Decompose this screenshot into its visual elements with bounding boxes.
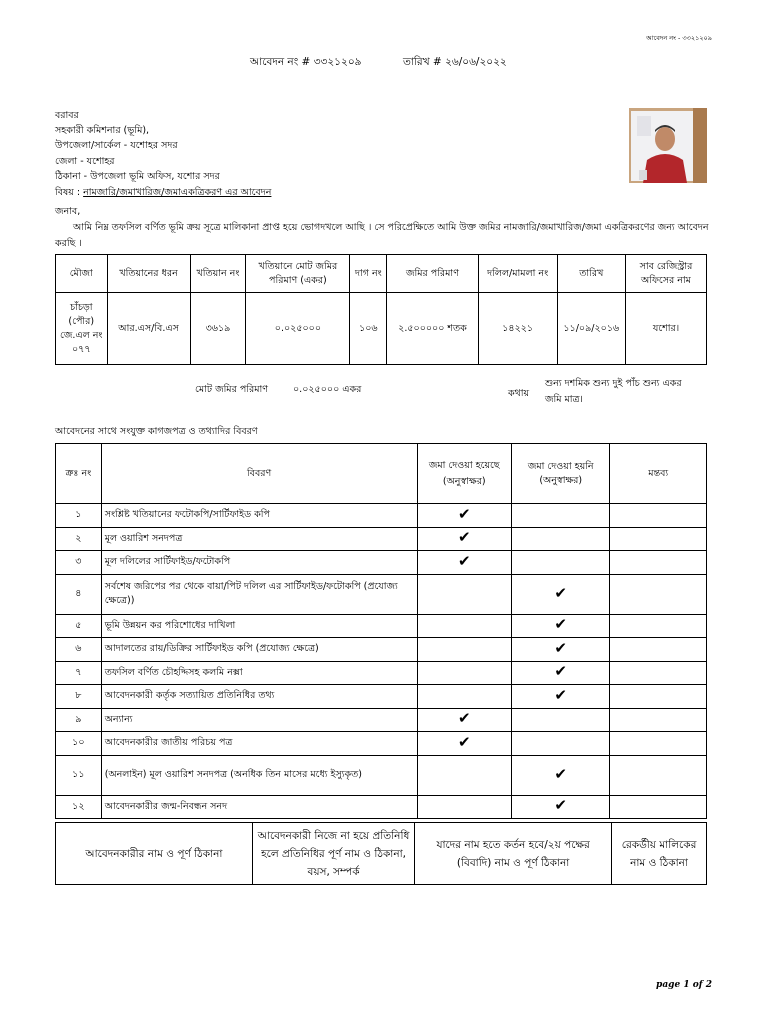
total-land-value: ০.০২৫০০০ একর	[293, 384, 362, 395]
address-line: সহকারী কমিশনার (ভূমি),	[55, 125, 150, 137]
col-header: জমির পরিমাণ	[387, 255, 478, 293]
table-row	[56, 708, 707, 732]
address-line: ঠিকানা - উপজেলা ভূমি অফিস, যশোর সদর	[55, 170, 220, 182]
table-row	[56, 685, 707, 709]
address-line: জেলা - যশোহর	[55, 155, 115, 167]
description-cell: সর্বশেষ জরিপের পর থেকে বায়া/পিট দলিল এর সার্টিফাইড/ফটোকপি (প্রযোজ্য ক্ষেত্রে))	[101, 574, 417, 614]
recipient-address	[55, 108, 220, 184]
application-date: তারিখ # ২৬/০৬/২০২২	[403, 56, 507, 68]
total-land-cell: ০.০২৫০০০	[246, 293, 350, 365]
table-row	[56, 661, 707, 685]
serial-cell: ১২	[56, 795, 102, 819]
submitted-cell	[417, 661, 511, 685]
remarks-cell	[610, 614, 707, 638]
not-submitted-cell	[511, 638, 610, 662]
corner-reference: আবেদন নং - ৩৩২১২০৯	[646, 34, 712, 42]
description-cell: আবেদনকারী কর্তৃক সত্যায়িত প্রতিনিধির তথ্য	[101, 685, 417, 709]
checkmark-icon: ✔	[554, 615, 567, 634]
table-row	[56, 638, 707, 662]
address-to: বরাবর	[55, 110, 79, 121]
not-submitted-cell	[511, 685, 610, 709]
col-header: খতিয়ান নং	[190, 255, 246, 293]
khatian-type-cell: আর.এস/বি.এস	[107, 293, 190, 365]
col-header: জমা দেওয়া হয়েছে (অনুস্বাক্ষর)	[417, 444, 511, 504]
serial-cell: ১	[56, 504, 102, 528]
table-row	[56, 755, 707, 795]
recorded-owner-details: রেকর্ডীয় মালিকের নাম ও ঠিকানা	[612, 823, 707, 885]
representative-details: আবেদনকারী নিজে না হয়ে প্রতিনিধি হলে প্রতিনিধির পূর্ণ নাম ও ঠিকানা, বয়স, সম্পর্ক	[252, 823, 414, 885]
checkmark-icon: ✔	[457, 504, 471, 523]
remarks-cell	[610, 551, 707, 575]
table-row	[56, 795, 707, 819]
col-header: বিবরণ	[101, 444, 417, 504]
table-row	[56, 732, 707, 756]
col-header: খতিয়ানে মোট জমির পরিমাণ (একর)	[246, 255, 350, 293]
col-header: সাব রেজিস্ট্রার অফিসের নাম	[625, 255, 706, 293]
submitted-cell	[417, 732, 511, 756]
subject-line	[55, 186, 271, 201]
in-words-label: কথায়	[508, 388, 530, 399]
deed-date-cell: ১১/০৯/২০১৬	[557, 293, 625, 365]
serial-cell: ১১	[56, 755, 102, 795]
remarks-cell	[610, 574, 707, 614]
party-details-table	[55, 822, 707, 885]
col-header: দলিল/মামলা নং	[478, 255, 557, 293]
serial-cell: ৫	[56, 614, 102, 638]
not-submitted-cell	[511, 755, 610, 795]
mouza-cell: চাঁচড়া (পৌর) জে.এল নং ০৭৭	[56, 293, 108, 365]
table-row	[56, 504, 707, 528]
col-header: মৌজা	[56, 255, 108, 293]
description-cell: আবেদনকারীর জাতীয় পরিচয় পত্র	[101, 732, 417, 756]
table-row	[56, 527, 707, 551]
remarks-cell	[610, 795, 707, 819]
description-cell: মূল দলিলের সার্টিফাইড/ফটোকপি	[101, 551, 417, 575]
not-submitted-cell	[511, 614, 610, 638]
description-cell: মূল ওয়ারিশ সনদপত্র	[101, 527, 417, 551]
remarks-cell	[610, 638, 707, 662]
col-header: দাগ নং	[350, 255, 387, 293]
checkmark-icon: ✔	[554, 662, 567, 681]
subject-text: নামজারি/জমাখারিজ/জমাএকত্রিকরণ এর আবেদন	[83, 187, 272, 198]
description-cell: ভূমি উন্নয়ন কর পরিশোধের দাখিলা	[101, 614, 417, 638]
description-cell: আদালতের রায়/ডিক্রির সার্টিফাইড কপি (প্রযোজ্য ক্ষেত্রে)	[101, 638, 417, 662]
table-row	[56, 574, 707, 614]
table-row	[56, 551, 707, 575]
land-amount-cell: ২.৫০০০০০ শতক	[387, 293, 478, 365]
description-cell: (অনলাইন) মূল ওয়ারিশ সনদপত্র (অনধিক তিন মাসের মধ্যে ইস্যুকৃত)	[101, 755, 417, 795]
submitted-cell	[417, 638, 511, 662]
remarks-cell	[610, 732, 707, 756]
submitted-cell	[417, 574, 511, 614]
checkmark-icon: ✔	[554, 583, 567, 602]
submitted-cell	[417, 795, 511, 819]
description-cell: তফসিল বর্ণিত চৌহদ্দিসহ কলমি নক্সা	[101, 661, 417, 685]
remarks-cell	[610, 708, 707, 732]
opposite-party-details: যাদের নাম হতে কর্তন হবে/২য় পক্ষের (বিবাদি) নাম ও পূর্ণ ঠিকানা	[415, 823, 612, 885]
deed-no-cell: ১৪২২১	[478, 293, 557, 365]
submitted-cell	[417, 614, 511, 638]
submitted-cell	[417, 685, 511, 709]
remarks-cell	[610, 685, 707, 709]
description-cell: অন্যান্য	[101, 708, 417, 732]
attached-docs-table	[55, 443, 707, 819]
salutation: জনাব,	[55, 206, 81, 217]
col-header: ক্রঃ নং	[56, 444, 102, 504]
not-submitted-cell	[511, 504, 610, 528]
total-land-label: মোট জমির পরিমাণ	[195, 384, 268, 395]
submitted-cell	[417, 708, 511, 732]
serial-cell: ৭	[56, 661, 102, 685]
table-row	[56, 614, 707, 638]
checkmark-icon: ✔	[457, 732, 471, 751]
not-submitted-cell	[511, 795, 610, 819]
sub-registrar-cell: যশোর।	[625, 293, 706, 365]
col-header: খতিয়ানের ধরন	[107, 255, 190, 293]
page-indicator: page 1 of 2	[656, 980, 712, 990]
land-schedule-table	[55, 254, 707, 365]
description-cell: আবেদনকারীর জন্ম-নিবন্ধন সনদ	[101, 795, 417, 819]
subject-label: বিষয় :	[55, 187, 84, 198]
serial-cell: ১০	[56, 732, 102, 756]
not-submitted-cell	[511, 527, 610, 551]
serial-cell: ৪	[56, 574, 102, 614]
body-paragraph: আমি নিম্ন তফসিল বর্ণিত ভূমি ক্রয় সূত্রে মালিকানা প্রাপ্ত হয়ে ভোগদখলে আছি । সে পরিপ্রেক্ষিতে আমি উক্ত জমির নামজারি/জমাখারিজ/জমা একত্রিকরণের জন্য আবেদন করছি ।	[55, 222, 709, 249]
serial-cell: ৮	[56, 685, 102, 709]
col-header: জমা দেওয়া হয়নি (অনুস্বাক্ষর)	[511, 444, 610, 504]
serial-cell: ২	[56, 527, 102, 551]
not-submitted-cell	[511, 551, 610, 575]
remarks-cell	[610, 527, 707, 551]
serial-cell: ৬	[56, 638, 102, 662]
remarks-cell	[610, 755, 707, 795]
applicant-name-address: আবেদনকারীর নাম ও পূর্ণ ঠিকানা	[56, 823, 253, 885]
address-line: উপজেলা/সার্কেল - যশোহর সদর	[55, 140, 178, 152]
serial-cell: ৯	[56, 708, 102, 732]
submitted-cell	[417, 755, 511, 795]
khatian-no-cell: ৩৬১৯	[190, 293, 246, 365]
checkmark-icon: ✔	[554, 638, 567, 657]
applicant-photo	[629, 108, 707, 183]
checkmark-icon: ✔	[457, 709, 471, 728]
checkmark-icon: ✔	[554, 685, 567, 704]
not-submitted-cell	[511, 708, 610, 732]
col-header: মন্তব্য	[610, 444, 707, 504]
not-submitted-cell	[511, 661, 610, 685]
remarks-cell	[610, 504, 707, 528]
table-row	[56, 293, 707, 365]
submitted-cell	[417, 527, 511, 551]
checkmark-icon: ✔	[554, 764, 567, 783]
in-words-value: শুন্য দশমিক শুন্য দুই পাঁচ শুন্য একর জমি মাত্র।	[545, 378, 682, 405]
dag-no-cell: ১০৬	[350, 293, 387, 365]
serial-cell: ৩	[56, 551, 102, 575]
application-number: আবেদন নং # ৩৩২১২০৯	[250, 56, 362, 68]
docs-section-title: আবেদনের সাথে সংযুক্ত কাগজপত্র ও তথ্যাদির বিবরণ	[55, 426, 258, 437]
checkmark-icon: ✔	[457, 528, 471, 547]
remarks-cell	[610, 661, 707, 685]
not-submitted-cell	[511, 732, 610, 756]
submitted-cell	[417, 551, 511, 575]
not-submitted-cell	[511, 574, 610, 614]
description-cell: সংশ্লিষ্ট খতিয়ানের ফটোকপি/সার্টিফাইড কপি	[101, 504, 417, 528]
submitted-cell	[417, 504, 511, 528]
col-header: তারিখ	[557, 255, 625, 293]
checkmark-icon: ✔	[554, 796, 567, 815]
checkmark-icon: ✔	[457, 551, 471, 570]
